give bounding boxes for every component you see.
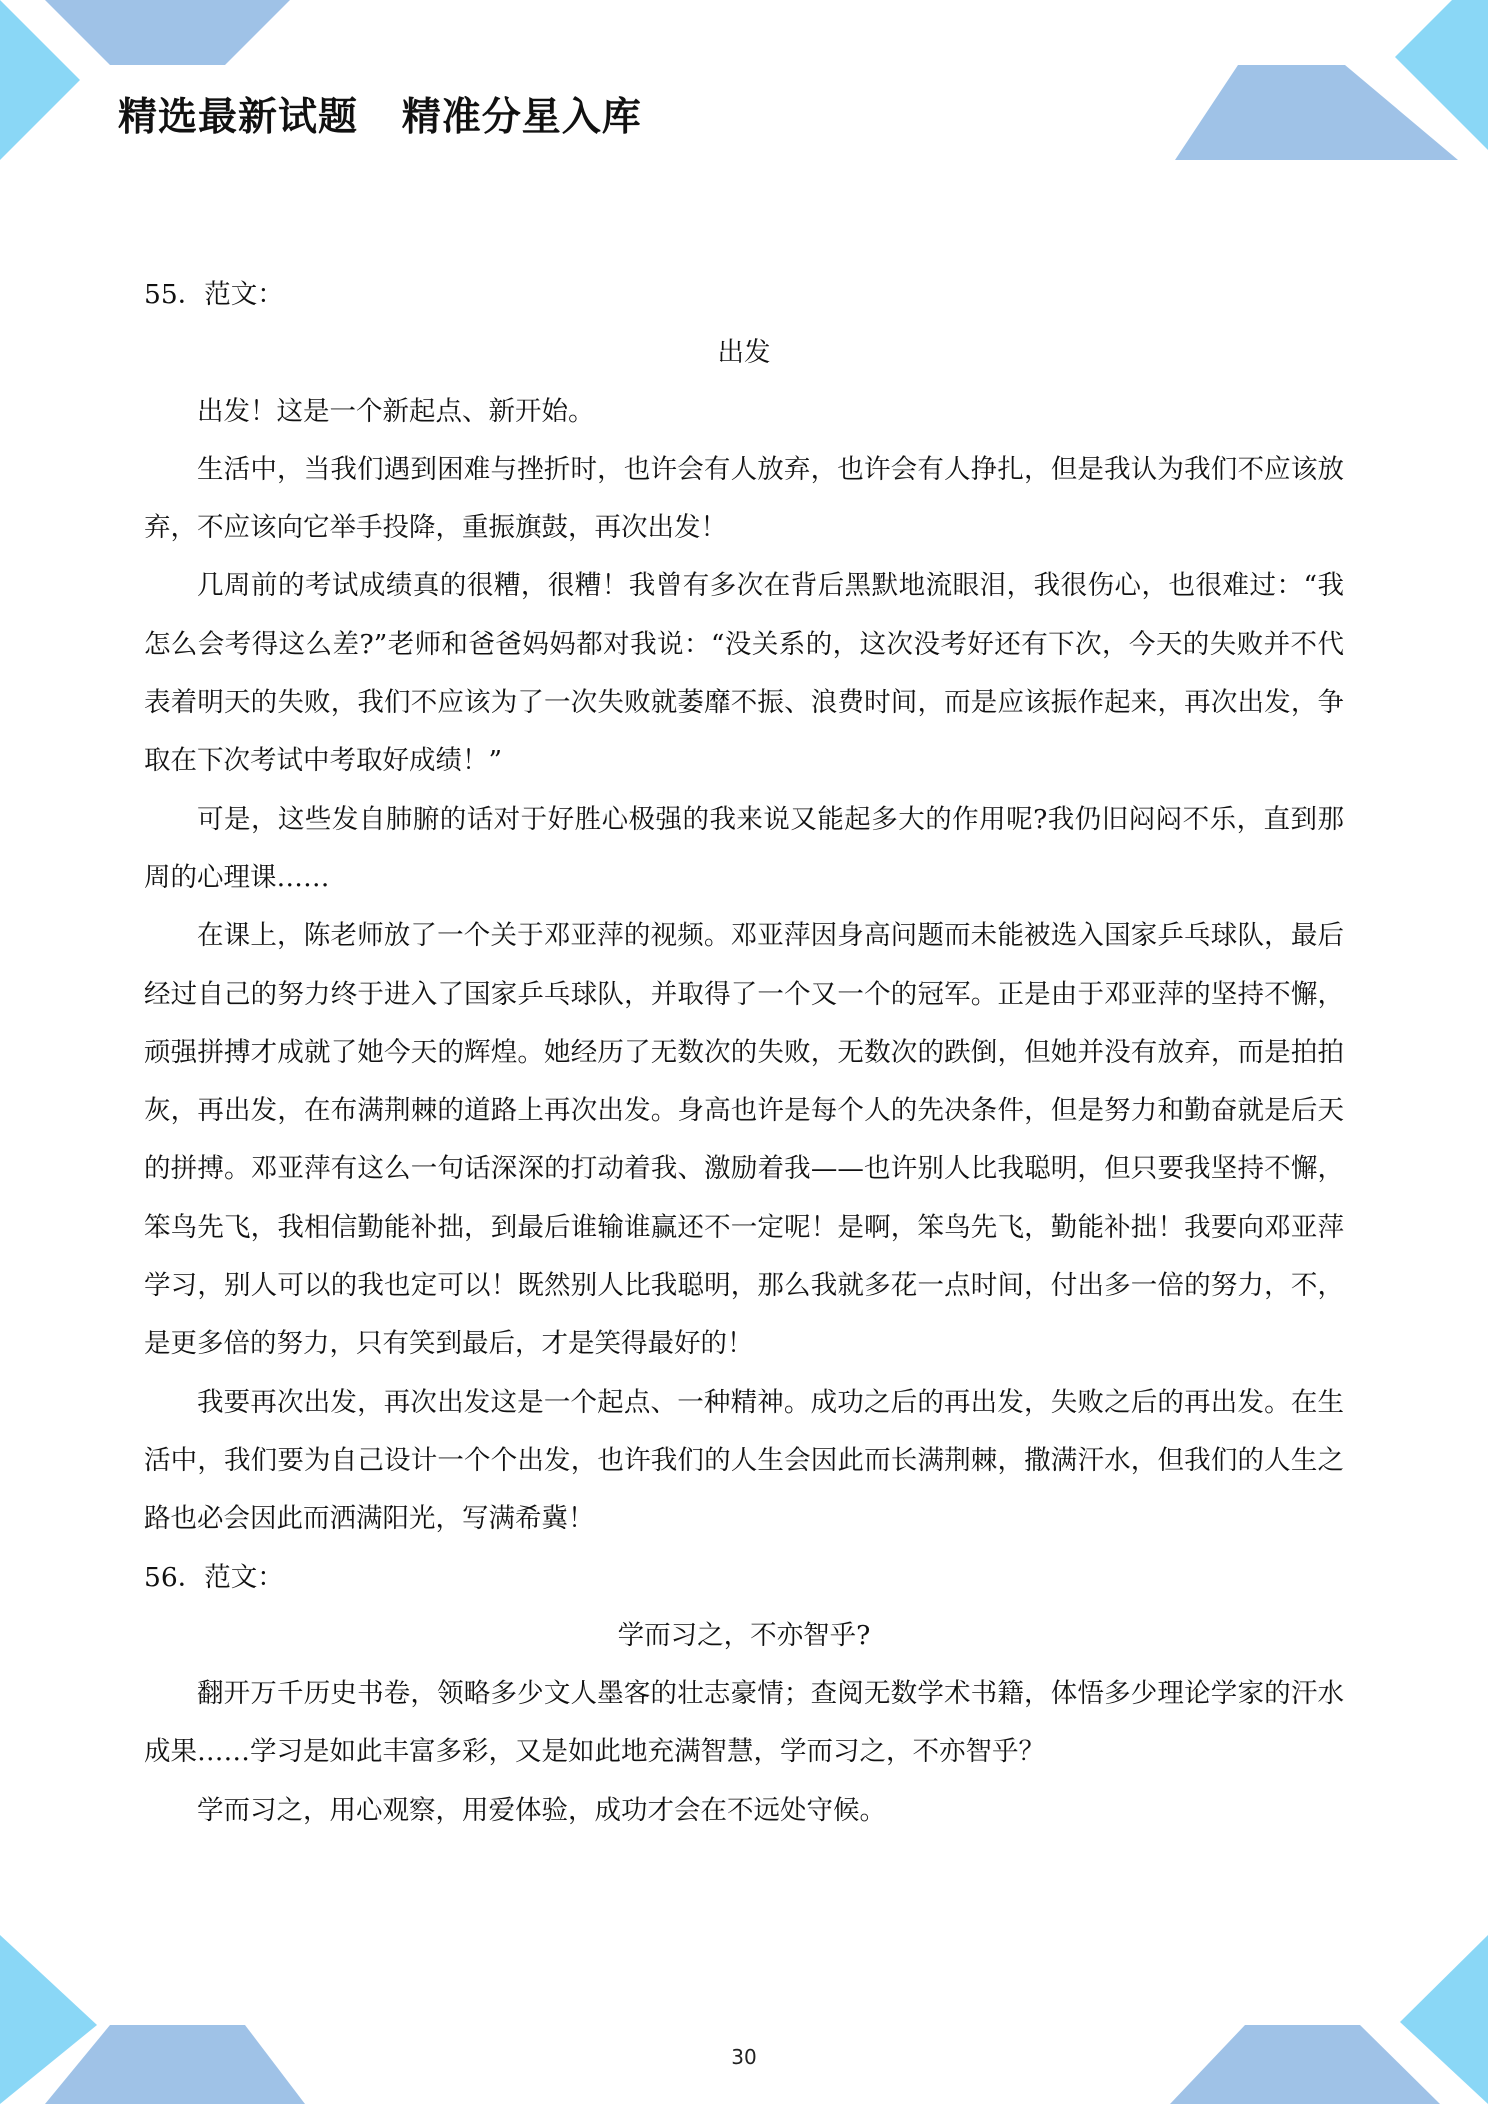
essay-55-paragraph-2: 生活中，当我们遇到困难与挫折时，也许会有人放弃，也许会有人挣扎，但是我认为我们不应该放弃，不应该向它举手投降，重振旗鼓，再次出发！	[144, 453, 1344, 544]
bottom-left-triangle-decoration	[0, 1935, 97, 2104]
document-body	[144, 266, 1344, 1840]
header-title: 精选最新试题 精准分星入库	[118, 95, 642, 140]
top-left-triangle-decoration	[0, 0, 80, 160]
top-right-triangle-decoration	[1395, 0, 1488, 150]
essay-55-paragraph-4: 可是，这些发自肺腑的话对于好胜心极强的我来说又能起多大的作用呢?我仍旧闷闷不乐，直到那周的心理课……	[144, 803, 1344, 893]
essay-56-label: 56．范文：	[144, 1561, 284, 1593]
essay-56-paragraph-1: 翻开万千历史书卷，领略多少文人墨客的壮志豪情；查阅无数学术书籍，体悟多少理论学家的汗水成果……学习是如此丰富多彩，又是如此地充满智慧，学而习之，不亦智乎？	[144, 1678, 1344, 1768]
top-right-trapezoid-decoration	[1175, 65, 1458, 160]
top-left-trapezoid-decoration	[45, 0, 290, 65]
essay-55-paragraph-6: 我要再次出发，再次出发这是一个起点、一种精神。成功之后的再出发，失败之后的再出发。在生活中，我们要为自己设计一个个出发，也许我们的人生会因此而长满荆棘，撒满汗水，但我们的人生之路也必会因此而洒满阳光，写满希冀！	[144, 1386, 1344, 1535]
essay-55-paragraph-3: 几周前的考试成绩真的很糟，很糟！我曾有多次在背后黑默地流眼泪，我很伤心，也很难过：“我怎么会考得这么差?”老师和爸爸妈妈都对我说：“没关系的，这次没考好还有下次，今天的失败并不代表着明天的失败，我们不应该为了一次失败就萎靡不振、浪费时间，而是应该振作起来，再次出发，争取在下次考试中考取好成绩！”	[144, 570, 1344, 777]
essay-55-paragraph-5: 在课上，陈老师放了一个关于邓亚萍的视频。邓亚萍因身高问题而未能被选入国家乒乓球队，最后经过自己的努力终于进入了国家乒乓球队，并取得了一个又一个的冠军。正是由于邓亚萍的坚持不懈，顽强拼搏才成就了她今天的辉煌。她经历了无数次的失败，无数次的跌倒，但她并没有放弃，而是拍拍灰，再出发，在布满荆棘的道路上再次出发。身高也许是每个人的先决条件，但是努力和勤奋就是后天的拼搏。邓亚萍有这么一句话深深的打动着我、激励着我——也许别人比我聪明，但只要我坚持不懈，笨鸟先飞，我相信勤能补拙，到最后谁输谁赢还不一定呢！是啊，笨鸟先飞，勤能补拙！我要向邓亚萍学习，别人可以的我也定可以！既然别人比我聪明，那么我就多花一点时间，付出多一倍的努力，不，是更多倍的努力，只有笑到最后，才是笑得最好的！	[144, 920, 1344, 1360]
essay-55-label: 55．范文：	[144, 279, 284, 310]
essay-56-title: 学而习之，不亦智乎?	[617, 1619, 871, 1651]
page-number: 30	[731, 2045, 757, 2069]
essay-55-paragraph-1: 出发！这是一个新起点、新开始。	[197, 395, 595, 427]
bottom-right-triangle-decoration	[1400, 1935, 1488, 2104]
essay-56-paragraph-2: 学而习之，用心观察，用爱体验，成功才会在不远处守候。	[197, 1794, 886, 1826]
essay-55-title: 出发	[717, 337, 771, 369]
